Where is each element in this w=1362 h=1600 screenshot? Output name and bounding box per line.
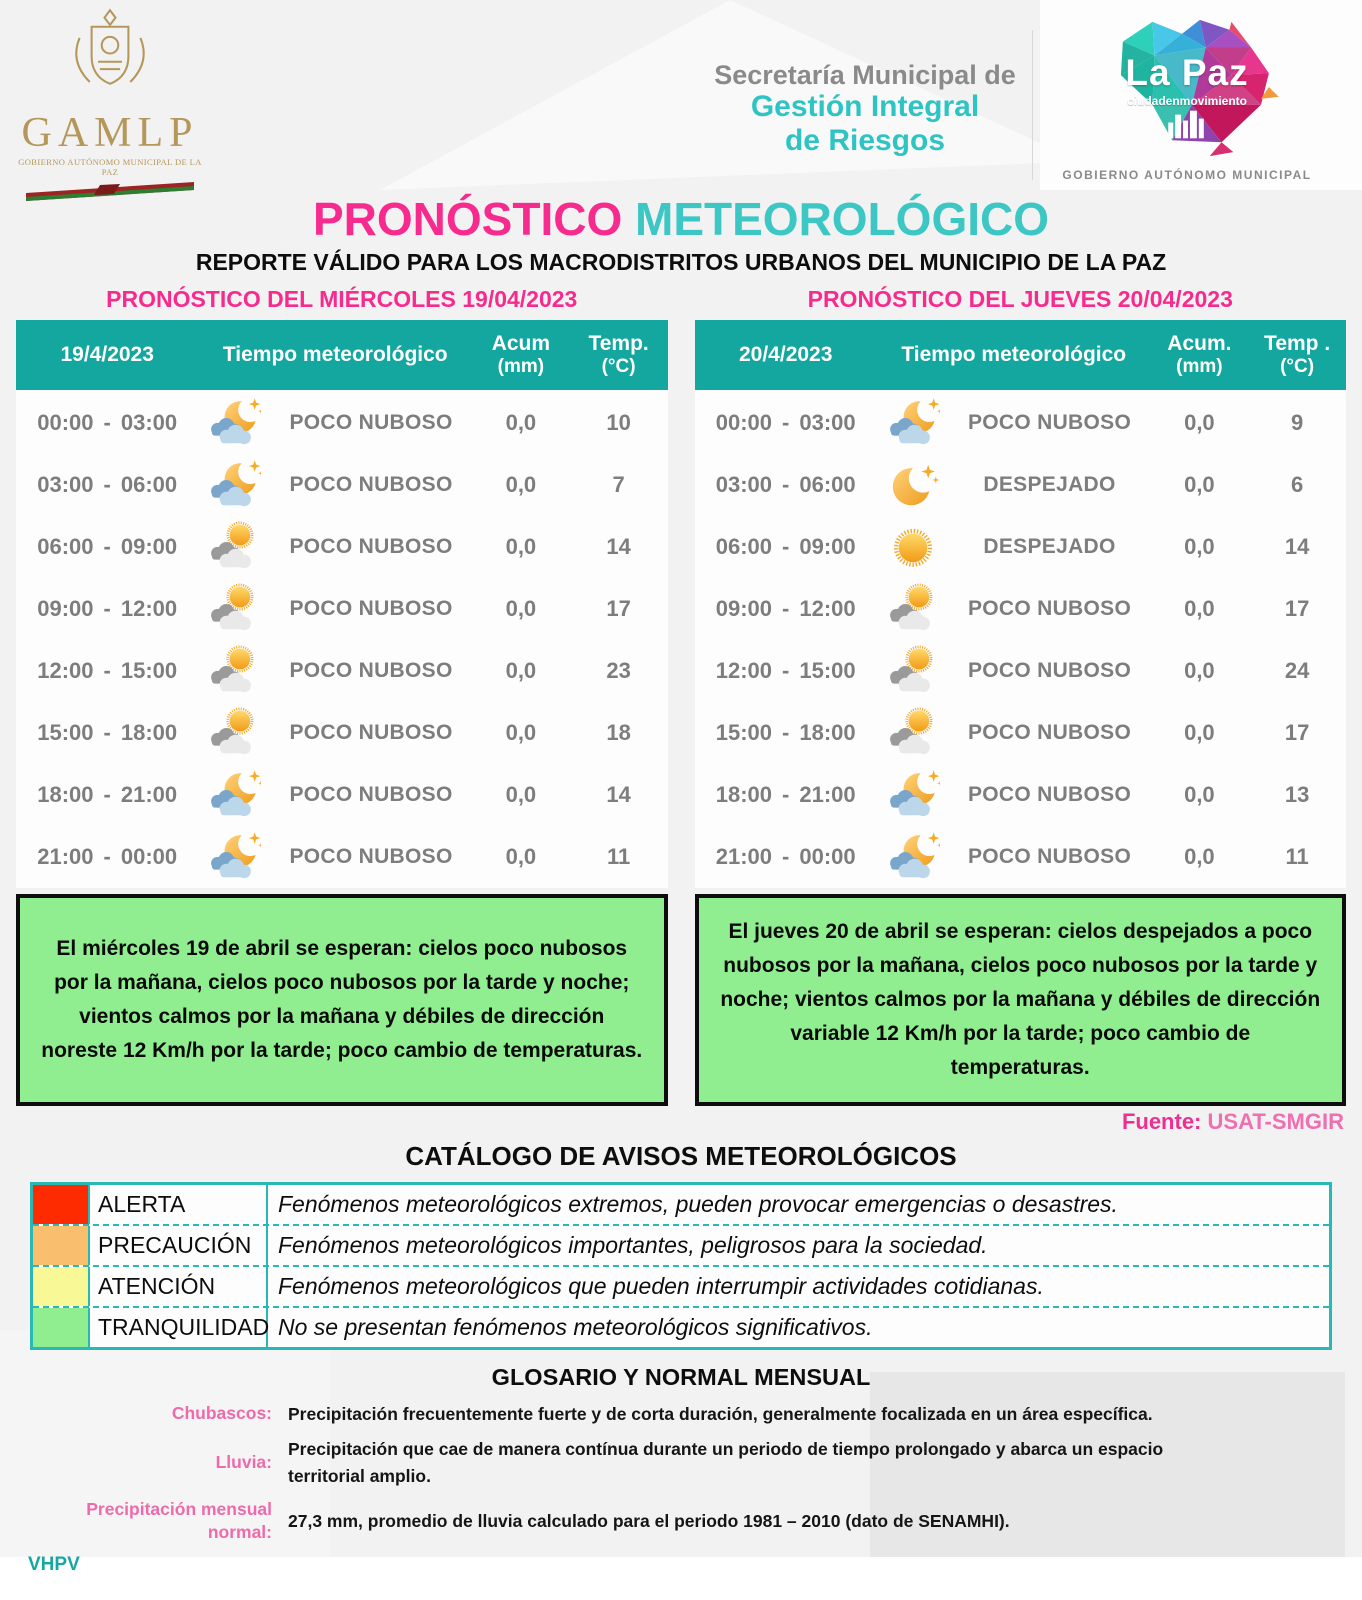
- forecast-row: [16, 640, 668, 702]
- weather-description: POCO NUBOSO: [289, 659, 453, 682]
- sun-clouds-icon: [198, 582, 270, 636]
- forecast-row: [16, 454, 668, 516]
- forecast-row: [16, 516, 668, 578]
- moon-clouds-icon: [198, 458, 270, 512]
- gamlp-logo: [15, 8, 205, 206]
- warning-color-swatch: [33, 1185, 90, 1224]
- warning-level-label: ATENCIÓN: [90, 1267, 268, 1306]
- time-range: [16, 658, 198, 684]
- column-header-acum-label: Acum.: [1167, 332, 1232, 355]
- column-header-acum-label: Acum: [491, 332, 551, 355]
- moon-clouds-icon: [877, 768, 949, 822]
- time-dash: -: [782, 844, 790, 869]
- time-range: [16, 844, 198, 870]
- header-divider: [1032, 30, 1033, 180]
- glossary-title: GLOSARIO Y NORMAL MENSUAL: [491, 1364, 871, 1390]
- precipitation-value: 0,0: [505, 472, 537, 497]
- temperature-value: 17: [606, 596, 631, 621]
- moon-clouds-icon: [877, 830, 949, 884]
- time-from: 15:00: [37, 720, 94, 745]
- column-header-temp-label: Temp.: [588, 332, 649, 355]
- forecast-heading: PRONÓSTICO DEL MIÉRCOLES 19/04/2023: [106, 286, 578, 312]
- moon-clouds-icon: [877, 396, 949, 450]
- time-dash: -: [103, 472, 111, 497]
- catalog-row: [33, 1185, 1329, 1224]
- precipitation-value: 0,0: [505, 658, 537, 683]
- sun-clouds-icon: [877, 644, 949, 698]
- glossary-definition: Precipitación que cae de manera contínua durante un periodo de tiempo prolongado y abarca un espacio territorial amplio.: [288, 1439, 1164, 1486]
- time-range: [16, 720, 198, 746]
- forecast-row: [695, 392, 1347, 454]
- temperature-value: 11: [1285, 844, 1309, 869]
- warning-level-label: PRECAUCIÓN: [90, 1226, 268, 1265]
- sun-clouds-icon: [877, 582, 949, 636]
- forecast-row: [695, 702, 1347, 764]
- forecast-row: [695, 516, 1347, 578]
- precipitation-value: 0,0: [1184, 782, 1215, 807]
- time-to: 12:00: [120, 596, 178, 621]
- glossary-term: Precipitación mensual normal:: [86, 1498, 272, 1543]
- time-from: 15:00: [715, 720, 773, 745]
- column-header-temp: [570, 332, 668, 378]
- weather-description: POCO NUBOSO: [967, 845, 1132, 868]
- gamlp-subtitle: GOBIERNO AUTÓNOMO MUNICIPAL DE LA PAZ: [18, 157, 202, 177]
- time-range: [695, 596, 877, 622]
- forecast-day-wednesday: [16, 286, 668, 888]
- weather-description: POCO NUBOSO: [967, 783, 1132, 806]
- temperature-value: 6: [1290, 472, 1304, 497]
- glossary-entry: [22, 1401, 1340, 1427]
- report-header: [0, 0, 1362, 192]
- time-from: 09:00: [37, 596, 94, 621]
- time-to: 12:00: [799, 596, 856, 621]
- column-header-acum: [472, 332, 570, 378]
- warning-level-label: ALERTA: [90, 1185, 268, 1224]
- page-title-part1: PRONÓSTICO: [312, 193, 623, 245]
- forecast-summary-wednesday: El miércoles 19 de abril se esperan: cielos poco nubosos por la mañana, cielos poco nubosos por la tarde y noche; vientos calmos por la mañana y débiles de dirección noreste 12 Km/h por la tarde; poco cambio de temperaturas.: [16, 894, 668, 1106]
- forecast-row: [695, 826, 1347, 888]
- time-from: 18:00: [37, 782, 94, 807]
- forecast-row: [16, 578, 668, 640]
- time-to: 06:00: [120, 472, 178, 497]
- time-from: 00:00: [715, 410, 773, 435]
- forecast-row: [695, 454, 1347, 516]
- column-header-acum-unit: (mm): [497, 356, 545, 378]
- forecast-table-header: [695, 320, 1347, 390]
- warning-level-label: TRANQUILIDAD: [90, 1308, 268, 1347]
- sun-clouds-icon: [198, 644, 270, 698]
- precipitation-value: 0,0: [505, 720, 537, 745]
- time-from: 12:00: [715, 658, 773, 683]
- secretaria-line3: de Riesgos: [784, 123, 946, 157]
- forecast-table-header: [16, 320, 668, 390]
- sun-clouds-icon: [877, 706, 949, 760]
- glossary-entry: [22, 1498, 1340, 1545]
- temperature-value: 13: [1284, 782, 1310, 807]
- time-range: [695, 658, 877, 684]
- warning-description: Fenómenos meteorológicos extremos, pueden provocar emergencias o desastres.: [278, 1191, 1118, 1217]
- time-to: 00:00: [799, 844, 856, 869]
- moon-clouds-icon: [198, 768, 270, 822]
- glossary-term: Chubascos:: [171, 1403, 272, 1424]
- glossary-definition: Precipitación frecuentemente fuerte y de corta duración, generalmente focalizada en un área específica.: [288, 1404, 1153, 1424]
- time-range: [695, 720, 877, 746]
- time-from: 06:00: [37, 534, 94, 559]
- time-dash: -: [103, 410, 111, 435]
- time-to: 06:00: [799, 472, 856, 497]
- column-header-date: 19/4/2023: [60, 342, 154, 366]
- gamlp-ribbon-icon: [26, 179, 194, 201]
- weather-description: POCO NUBOSO: [289, 845, 453, 868]
- time-from: 09:00: [715, 596, 773, 621]
- source-value: USAT-SMGIR: [1207, 1109, 1344, 1134]
- sun-icon: [877, 520, 949, 574]
- time-from: 06:00: [715, 534, 773, 559]
- forecast-row: [695, 640, 1347, 702]
- precipitation-value: 0,0: [1184, 410, 1215, 435]
- time-to: 03:00: [799, 410, 856, 435]
- secretaria-line2: Gestión Integral: [750, 90, 980, 124]
- forecast-table: [16, 320, 668, 888]
- glossary-list: [22, 1401, 1340, 1545]
- warning-description: Fenómenos meteorológicos que pueden interrumpir actividades cotidianas.: [278, 1273, 1044, 1299]
- time-dash: -: [782, 410, 790, 435]
- time-range: [695, 782, 877, 808]
- time-from: 00:00: [37, 410, 94, 435]
- column-header-acum-unit: (mm): [1176, 356, 1223, 378]
- forecast-row: [695, 764, 1347, 826]
- page-title-part2: METEOROLÓGICO: [635, 193, 1050, 245]
- column-header-temp-label: Temp .: [1264, 332, 1331, 355]
- warning-color-swatch: [33, 1308, 90, 1347]
- precipitation-value: 0,0: [505, 782, 537, 807]
- sun-clouds-icon: [198, 706, 270, 760]
- catalog-row: [33, 1306, 1329, 1347]
- weather-description: POCO NUBOSO: [967, 411, 1132, 434]
- time-to: 15:00: [120, 658, 178, 683]
- time-to: 18:00: [799, 720, 856, 745]
- temperature-value: 7: [612, 472, 625, 497]
- time-dash: -: [782, 720, 790, 745]
- time-range: [695, 844, 877, 870]
- weather-description: POCO NUBOSO: [289, 473, 453, 496]
- temperature-value: 11: [606, 844, 631, 869]
- warning-description: No se presentan fenómenos meteorológicos significativos.: [278, 1314, 873, 1340]
- glossary-entry: [22, 1436, 1340, 1489]
- catalog-row: [33, 1224, 1329, 1265]
- sun-clouds-icon: [198, 520, 270, 574]
- forecast-row: [16, 826, 668, 888]
- catalog-row: [33, 1265, 1329, 1306]
- temperature-value: 10: [606, 410, 631, 435]
- forecast-row: [16, 702, 668, 764]
- forecast-row: [695, 578, 1347, 640]
- time-dash: -: [103, 534, 111, 559]
- lapaz-logo: [1052, 14, 1322, 182]
- weather-description: POCO NUBOSO: [967, 721, 1132, 744]
- weather-description: DESPEJADO: [983, 473, 1116, 496]
- weather-description: DESPEJADO: [983, 535, 1116, 558]
- weather-description: POCO NUBOSO: [967, 597, 1132, 620]
- temperature-value: 24: [1284, 658, 1310, 683]
- forecast-summary-thursday: El jueves 20 de abril se esperan: cielos despejados a poco nubosos por la mañana, cielos poco nubosos por la tarde y noche; vientos calmos por la mañana y débiles de dirección variable 12 Km/h por la tarde; poco cambio de temperaturas.: [695, 894, 1347, 1106]
- forecast-heading: PRONÓSTICO DEL JUEVES 20/04/2023: [807, 286, 1233, 312]
- precipitation-value: 0,0: [1184, 534, 1215, 559]
- gamlp-crest-icon: [64, 8, 156, 110]
- forecast-columns: [0, 286, 1362, 888]
- time-to: 00:00: [120, 844, 178, 869]
- time-to: 21:00: [120, 782, 178, 807]
- precipitation-value: 0,0: [1184, 596, 1215, 621]
- forecast-row: [16, 392, 668, 454]
- weather-description: POCO NUBOSO: [289, 783, 453, 806]
- column-header-temp-unit: (°C): [1280, 356, 1315, 378]
- author-initials: VHPV: [28, 1554, 80, 1575]
- temperature-value: 23: [606, 658, 631, 683]
- time-range: [695, 534, 877, 560]
- forecast-table-body: [16, 390, 668, 888]
- warning-description: Fenómenos meteorológicos importantes, peligrosos para la sociedad.: [278, 1232, 988, 1258]
- time-dash: -: [103, 658, 111, 683]
- secretaria-lockup: [700, 60, 1030, 157]
- time-to: 09:00: [799, 534, 856, 559]
- forecast-day-thursday: [695, 286, 1347, 888]
- forecast-row: [16, 764, 668, 826]
- warning-catalog-table: [30, 1182, 1332, 1350]
- precipitation-value: 0,0: [1184, 658, 1215, 683]
- precipitation-value: 0,0: [1184, 472, 1215, 497]
- time-range: [695, 472, 877, 498]
- weather-description: POCO NUBOSO: [289, 535, 453, 558]
- weather-description: POCO NUBOSO: [289, 721, 453, 744]
- time-dash: -: [782, 782, 790, 807]
- time-dash: -: [782, 658, 790, 683]
- temperature-value: 9: [1290, 410, 1304, 435]
- precipitation-value: 0,0: [505, 410, 537, 435]
- lapaz-mosaic-icon: [1082, 14, 1292, 162]
- time-dash: -: [103, 844, 111, 869]
- precipitation-value: 0,0: [1184, 720, 1215, 745]
- forecast-table-body: [695, 390, 1347, 888]
- weather-description: POCO NUBOSO: [967, 659, 1132, 682]
- time-from: 12:00: [37, 658, 94, 683]
- temperature-value: 17: [1284, 720, 1310, 745]
- time-range: [16, 596, 198, 622]
- weather-description: POCO NUBOSO: [289, 411, 453, 434]
- temperature-value: 14: [606, 782, 631, 807]
- time-to: 18:00: [120, 720, 178, 745]
- temperature-value: 14: [1284, 534, 1310, 559]
- precipitation-value: 0,0: [505, 844, 537, 869]
- lapaz-title: La Paz: [1125, 52, 1249, 93]
- forecast-table: [695, 320, 1347, 888]
- precipitation-value: 0,0: [1184, 844, 1215, 869]
- time-range: [695, 410, 877, 436]
- temperature-value: 17: [1284, 596, 1310, 621]
- time-range: [16, 472, 198, 498]
- temperature-value: 14: [606, 534, 631, 559]
- source-label: Fuente:: [1121, 1109, 1202, 1134]
- page-subtitle: REPORTE VÁLIDO PARA LOS MACRODISTRITOS URBANOS DEL MUNICIPIO DE LA PAZ: [195, 249, 1167, 275]
- secretaria-line1: Secretaría Municipal de: [714, 60, 1016, 90]
- glossary-definition: 27,3 mm, promedio de lluvia calculado para el periodo 1981 – 2010 (dato de SENAMHI).: [288, 1511, 1010, 1532]
- catalog-title: CATÁLOGO DE AVISOS METEOROLÓGICOS: [405, 1141, 957, 1171]
- moon-clouds-icon: [198, 830, 270, 884]
- column-header-temp: [1248, 332, 1346, 378]
- time-dash: -: [103, 720, 111, 745]
- time-from: 21:00: [715, 844, 773, 869]
- time-from: 21:00: [37, 844, 94, 869]
- warning-color-swatch: [33, 1267, 90, 1306]
- time-dash: -: [782, 596, 790, 621]
- moon-clouds-icon: [198, 396, 270, 450]
- glossary-term: Lluvia:: [215, 1451, 272, 1472]
- time-range: [16, 534, 198, 560]
- time-to: 21:00: [799, 782, 856, 807]
- temperature-value: 18: [606, 720, 631, 745]
- column-header-weather: Tiempo meteorológico: [901, 342, 1127, 366]
- gamlp-acronym: GAMLP: [21, 110, 199, 156]
- time-from: 03:00: [715, 472, 773, 497]
- warning-color-swatch: [33, 1226, 90, 1265]
- time-from: 18:00: [715, 782, 773, 807]
- time-dash: -: [782, 534, 790, 559]
- lapaz-subtitle: GOBIERNO AUTÓNOMO MUNICIPAL: [1062, 168, 1312, 182]
- source-attribution: [0, 1109, 1362, 1135]
- time-dash: -: [103, 782, 111, 807]
- lapaz-tagline: ciudadenmovimiento: [1126, 94, 1248, 108]
- column-header-weather: Tiempo meteorológico: [222, 342, 448, 366]
- moon-icon: [877, 458, 949, 512]
- weather-description: POCO NUBOSO: [289, 597, 453, 620]
- time-to: 15:00: [799, 658, 856, 683]
- time-to: 09:00: [120, 534, 178, 559]
- time-range: [16, 410, 198, 436]
- time-dash: -: [782, 472, 790, 497]
- time-from: 03:00: [37, 472, 94, 497]
- time-dash: -: [103, 596, 111, 621]
- column-header-acum: [1151, 332, 1249, 378]
- precipitation-value: 0,0: [505, 596, 537, 621]
- column-header-temp-unit: (°C): [601, 356, 636, 378]
- time-to: 03:00: [120, 410, 178, 435]
- column-header-date: 20/4/2023: [738, 342, 833, 366]
- precipitation-value: 0,0: [505, 534, 537, 559]
- time-range: [16, 782, 198, 808]
- forecast-summaries: [0, 894, 1362, 1106]
